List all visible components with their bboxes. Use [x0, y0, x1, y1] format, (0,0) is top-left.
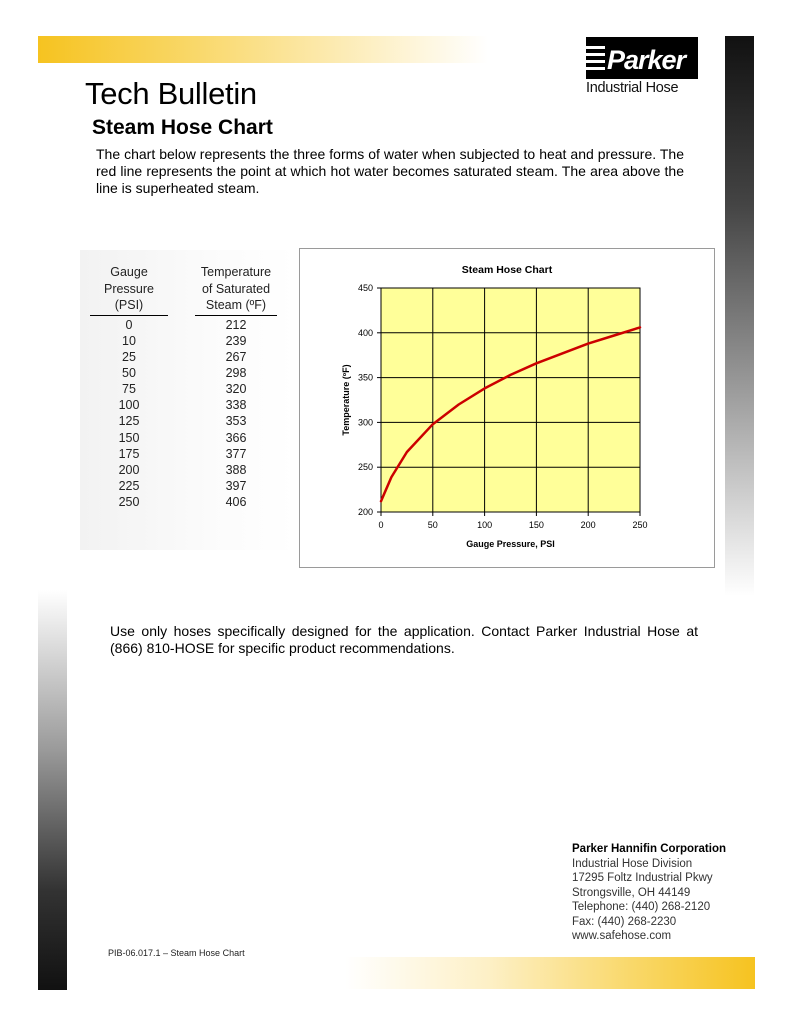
x-tick-label: 0	[378, 520, 384, 530]
plot-area	[381, 288, 640, 512]
data-point	[613, 335, 615, 337]
temperature-header-line: Steam (ºF)	[205, 298, 267, 312]
data-point	[587, 343, 589, 345]
pressure-values	[90, 317, 168, 511]
temperature-value: 377	[225, 446, 247, 461]
intro-paragraph: The chart below represents the three forms of water when subjected to heat and pressure. The red line represents the point at which hot water becomes saturated steam. The area above the line is superheated steam.	[96, 146, 684, 196]
y-tick-label: 250	[357, 462, 373, 473]
bottom-accent-band	[345, 957, 755, 989]
temperature-value: 320	[225, 382, 247, 397]
pressure-value: 50	[122, 365, 136, 380]
data-point	[484, 388, 486, 390]
left-accent-bar	[38, 590, 67, 990]
temperature-header-line: of Saturated	[201, 281, 271, 296]
y-axis-label: Temperature (ºF)	[341, 364, 351, 436]
temperature-value: 338	[225, 398, 247, 413]
temperature-value: 212	[225, 317, 247, 332]
x-tick-label: 150	[528, 520, 544, 530]
data-point	[562, 353, 564, 355]
x-axis-label: Gauge Pressure, PSI	[466, 539, 555, 549]
temperature-value: 239	[225, 333, 247, 348]
top-accent-band	[38, 36, 488, 63]
temperature-column-header	[195, 264, 277, 316]
pressure-header-line: Pressure	[103, 281, 155, 296]
temperature-value: 298	[225, 365, 247, 380]
temperature-value: 353	[225, 414, 247, 429]
temperature-value: 388	[225, 462, 247, 477]
x-tick-label: 200	[580, 520, 596, 530]
data-point	[458, 404, 460, 406]
pressure-header-line: (PSI)	[114, 298, 144, 312]
temperature-value: 397	[225, 479, 247, 494]
pressure-column	[90, 264, 168, 510]
notice-paragraph: Use only hoses specifically designed for the application. Contact Parker Industrial Hose at (866) 810-HOSE for specific product recommendations.	[110, 623, 698, 656]
parker-logo	[586, 37, 698, 96]
data-point	[510, 374, 512, 376]
address-line: Strongsville, OH 44149	[572, 886, 691, 899]
data-point	[536, 362, 538, 364]
data-point	[639, 327, 641, 329]
logo-subtext: Industrial Hose	[586, 80, 679, 96]
data-point	[380, 500, 382, 502]
address-line: www.safehose.com	[572, 930, 672, 942]
pressure-value: 100	[118, 398, 140, 413]
pressure-value: 0	[125, 317, 133, 332]
company-name: Parker Hannifin Corporation	[572, 843, 726, 855]
data-point	[432, 423, 434, 425]
pressure-value: 125	[118, 414, 140, 429]
data-point	[391, 476, 393, 478]
chart-title: Steam Hose Chart	[461, 264, 553, 276]
temperature-value: 267	[225, 349, 247, 364]
pressure-value: 75	[122, 382, 136, 397]
data-point	[406, 451, 408, 453]
company-address	[572, 842, 726, 944]
temperature-column	[195, 264, 277, 510]
y-tick-label: 200	[357, 507, 373, 517]
y-tick-label: 350	[357, 372, 373, 383]
address-line: 17295 Foltz Industrial Pkwy	[572, 872, 713, 884]
address-line: Fax: (440) 268-2230	[572, 915, 677, 928]
pressure-value: 225	[118, 479, 140, 494]
pressure-value: 200	[118, 462, 140, 477]
pressure-value: 175	[118, 446, 140, 461]
steam-hose-chart	[300, 249, 714, 567]
right-accent-bar	[725, 36, 754, 596]
pressure-value: 150	[118, 430, 140, 445]
y-tick-label: 400	[357, 327, 373, 338]
pressure-value: 10	[122, 333, 136, 348]
x-tick-label: 50	[427, 520, 438, 530]
pressure-value: 25	[122, 349, 136, 364]
address-line: Telephone: (440) 268-2120	[572, 901, 711, 913]
page-title: Tech Bulletin	[85, 76, 257, 111]
x-tick-label: 100	[477, 520, 493, 530]
y-tick-label: 300	[357, 417, 373, 428]
document-footer: PIB-06.017.1 – Steam Hose Chart	[108, 948, 245, 958]
pressure-value: 250	[118, 495, 140, 510]
parker-logo-mark	[586, 37, 698, 79]
x-tick-label: 250	[632, 520, 648, 530]
y-tick-label: 450	[357, 283, 373, 293]
temperature-header-line: Temperature	[200, 265, 272, 279]
temperature-values	[195, 317, 277, 511]
chart-frame	[299, 248, 715, 568]
pressure-column-header	[90, 264, 168, 316]
logo-wordmark: Parker	[607, 45, 686, 75]
page-subtitle: Steam Hose Chart	[92, 116, 273, 139]
address-lines	[572, 857, 726, 944]
address-line: Industrial Hose Division	[572, 857, 693, 870]
temperature-value: 366	[225, 430, 247, 445]
temperature-value: 406	[225, 495, 247, 510]
pressure-header-line: Gauge	[110, 265, 148, 279]
